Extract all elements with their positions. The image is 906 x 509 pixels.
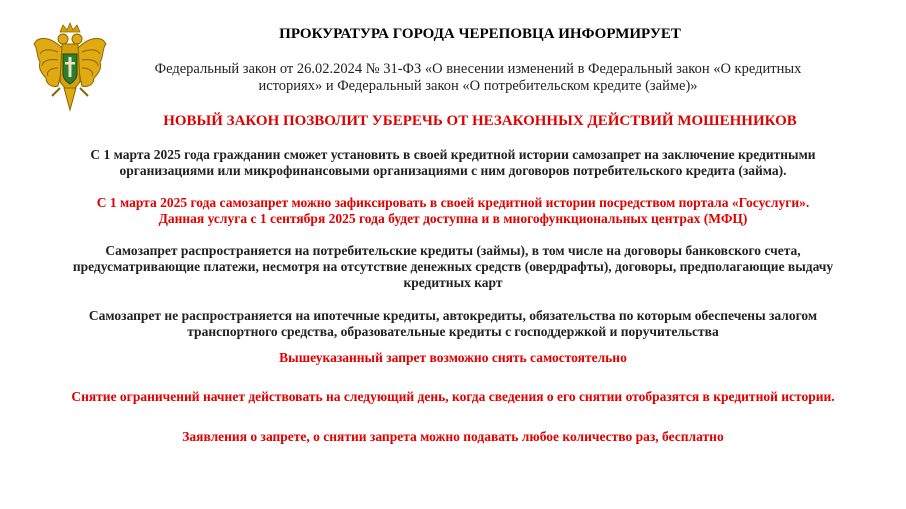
law-reference-line: Федеральный закон от 26.02.2024 № 31-ФЗ «О внесении изменений в Федеральный закон «О кредитных bbox=[154, 61, 802, 77]
paragraph-self-ban-intro bbox=[10, 147, 896, 179]
paragraph-line: предусматривающие платежи, несмотря на отсутствие денежных средств (овердрафты), договоры, предполагающие выдачу bbox=[72, 259, 834, 274]
paragraph-line: С 1 марта 2025 года гражданин сможет установить в своей кредитной истории самозапрет на заключение кредитными bbox=[90, 147, 816, 162]
paragraph-line: транспортного средства, образовательные кредиты с господдержкой и поручительства bbox=[187, 324, 719, 339]
paragraph-scope bbox=[10, 243, 896, 291]
paragraph-line: кредитных карт bbox=[403, 275, 503, 290]
paragraph-line: С 1 марта 2025 года самозапрет можно зафиксировать в своей кредитной истории посредством портала «Госуслуги». bbox=[96, 195, 810, 210]
paragraph-line: Самозапрет распространяется на потребительские кредиты (займы), в том числе на договоры банковского счета, bbox=[105, 243, 801, 258]
page-title: ПРОКУРАТУРА ГОРОДА ЧЕРЕПОВЦА ИНФОРМИРУЕТ bbox=[279, 26, 681, 42]
prosecutor-emblem-icon bbox=[32, 22, 108, 118]
paragraph-line: Самозапрет не распространяется на ипотечные кредиты, автокредиты, обязательства по которым обеспечены залогом bbox=[88, 308, 818, 323]
law-reference bbox=[110, 61, 846, 95]
paragraph-applications: Заявления о запрете, о снятии запрета можно подавать любое количество раз, бесплатно bbox=[182, 429, 724, 444]
paragraph-line: организациями или микрофинансовыми организациями с ним договоров потребительского кредита (займа). bbox=[119, 163, 787, 178]
paragraph-exclusions bbox=[10, 308, 896, 340]
headline: НОВЫЙ ЗАКОН ПОЗВОЛИТ УБЕРЕЧЬ ОТ НЕЗАКОННЫХ ДЕЙСТВИЙ МОШЕННИКОВ bbox=[163, 113, 797, 129]
paragraph-removal: Вышеуказанный запрет возможно снять самостоятельно bbox=[279, 350, 627, 365]
law-reference-line: историях» и Федеральный закон «О потребительском кредите (займе)» bbox=[258, 78, 698, 94]
paragraph-gosuslugi bbox=[10, 195, 896, 227]
paragraph-line: Данная услуга с 1 сентября 2025 года будет доступна и в многофункциональных центрах (МФЦ) bbox=[158, 211, 748, 226]
paragraph-removal-effect: Снятие ограничений начнет действовать на следующий день, когда сведения о его снятии отобразятся в кредитной истории. bbox=[71, 389, 835, 404]
